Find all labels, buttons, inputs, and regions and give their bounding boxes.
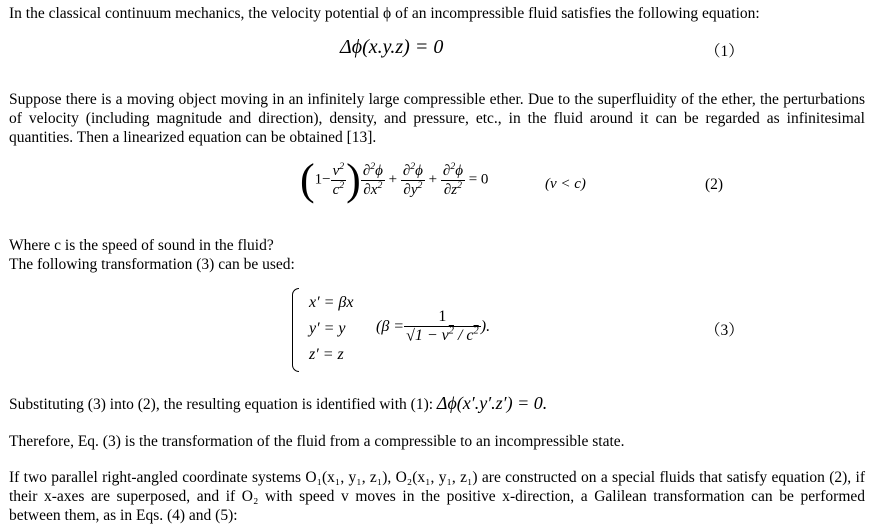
- eq2-one: 1−: [314, 171, 331, 188]
- equation-3-system: [309, 290, 353, 368]
- equation-3-line-y: y′ = y: [309, 320, 346, 337]
- eq2-frac-dx: $\frac{\partial^2\phi}{\partial x^2}$: [362, 160, 383, 198]
- eq2-frac-dy: $\frac{\partial^2\phi}{\partial y^2}$: [402, 160, 423, 198]
- equation-1: [340, 36, 443, 59]
- paragraph-ether: [9, 90, 865, 147]
- equation-3-line-x: x′ = βx: [309, 294, 354, 311]
- paren-close: ): [346, 155, 361, 204]
- beta-prefix: (β =: [376, 317, 405, 335]
- paragraph-speed-of-sound: [9, 236, 865, 274]
- equation-1-label: （1）: [705, 43, 744, 60]
- paren-open: (: [300, 155, 315, 204]
- equation-2-condition: (v < c): [545, 176, 586, 192]
- paragraph-substitution: [9, 394, 865, 414]
- eq2-frac-v2c2: $\frac{v^2}{c^2}$: [332, 160, 345, 198]
- paragraph-substitution-equation: Δϕ(x′.y′.z′) = 0.: [436, 393, 548, 413]
- paragraph-speed-of-sound-line2: The following transformation (3) can be used:: [9, 256, 295, 273]
- equation-3-label: （3）: [705, 322, 744, 339]
- equation-1-body: Δϕ(x.y.z) = 0: [340, 36, 444, 58]
- equation-2: (1− $\frac{v^2}{c^2}$ ) $\frac{\partial^2\phi}{\partial x^2}$ + $\frac{\partial^2\phi}{\partial y^2}$ + $\frac{\partial^2\phi}{\partial z^2}$ = 0: [300, 155, 489, 204]
- paragraph-therefore-text: Therefore, Eq. (3) is the transformation of the fluid from a compressible to an incompressible state.: [9, 433, 625, 450]
- paragraph-coordinate-systems: [9, 468, 865, 525]
- equation-3-brace: [292, 288, 299, 372]
- beta-frac: $\frac{1}{√1 - v^2 / c^2}$: [406, 308, 479, 345]
- equation-3-line-z: z′ = z: [309, 346, 344, 363]
- beta-suffix: ).: [480, 317, 491, 335]
- equation-2-label: (2): [705, 176, 724, 193]
- paragraph-intro-text: In the classical continuum mechanics, the velocity potential ϕ of an incompressible fluid satisfies the following equation:: [9, 5, 760, 22]
- paragraph-ether-text: Suppose there is a moving object moving in an infinitely large compressible ether. Due to the superfluidity of the ether, the perturbations of velocity (including magnitude and direction), density, and pressure, etc., in the fluid around it can be regarded as infinitesimal quantities. Then a linearized equation can be obtained [13].: [9, 91, 865, 146]
- paragraph-substitution-text: Substituting (3) into (2), the resulting equation is identified with (1):: [9, 396, 434, 413]
- paragraph-therefore: [9, 432, 865, 451]
- equation-3-beta: [376, 309, 490, 345]
- eq2-frac-dz: $\frac{\partial^2\phi}{\partial z^2}$: [442, 160, 463, 198]
- paragraph-coordinate-systems-text: If two parallel right-angled coordinate systems O₁(x₁, y₁, z₁), O₂(x₁, y₁, z₁) are constructed on a special fluids that satisfy equation (2), if their x-axes are superposed, and if O₂ with speed v moves in the positive x-direction, a Galilean transformation can be performed between them, as in Eqs. (4) and (5):: [9, 469, 865, 524]
- paragraph-intro: [9, 4, 865, 23]
- paragraph-speed-of-sound-line1: Where c is the speed of sound in the fluid?: [9, 237, 274, 254]
